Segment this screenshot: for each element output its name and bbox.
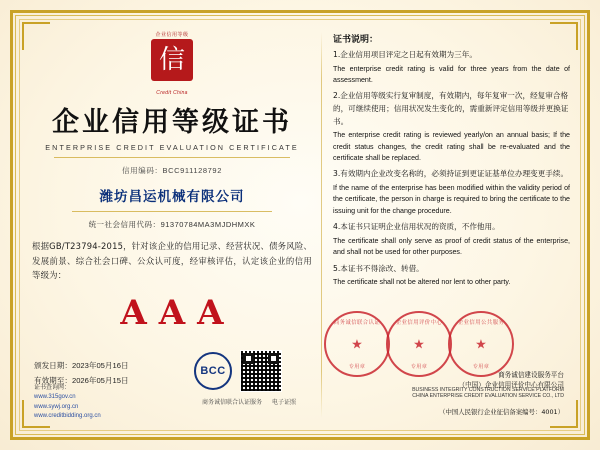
bcc-badge-icon: BCC xyxy=(194,352,232,390)
issue-date-label: 颁发日期： xyxy=(34,361,72,371)
company-name: 潍坊昌运机械有限公司 xyxy=(99,189,245,205)
certificate-number-label: 信用编码： xyxy=(122,166,163,175)
issue-date-row xyxy=(34,359,129,373)
assessment-paragraph: 根据GB/T23794-2015，针对该企业的信用记录、经营状况、债务风险、发展前景、综合社会口碑、公众认可度，经审核评估，认定该企业的信用等级为： xyxy=(32,241,312,281)
qr-caption-left: 商务诚信联合认证服务 xyxy=(202,400,263,406)
verification-url-2[interactable]: www.sywj.org.cn xyxy=(34,403,79,410)
issue-date-value: 2023年05月16日 xyxy=(71,361,129,371)
qr-code[interactable] xyxy=(240,350,282,392)
credit-logo xyxy=(32,32,312,94)
credit-seal-icon: 信 xyxy=(151,39,193,81)
company-divider xyxy=(72,211,272,212)
star-icon: ★ xyxy=(475,336,487,352)
credit-logo-badge xyxy=(139,32,205,94)
page-title-english: ENTERPRISE CREDIT EVALUATION CERTIFICATE xyxy=(45,143,299,152)
seal-credit-evaluation xyxy=(386,311,452,377)
page-title: 企业信用等级证书 xyxy=(52,107,292,138)
note-3-en: If the name of the enterprise has been modified within the validity period of the certificate, the person in charge is required to bring the certificate to the issuing unit for the change procedure. xyxy=(333,184,570,215)
logo-top-label: 企业信用等级 xyxy=(155,32,189,38)
note-1-en: The enterprise credit rating is valid for three years from the date of assessment. xyxy=(333,64,570,84)
logo-sub-label: Credit China xyxy=(156,90,188,96)
expiry-date-label: 有效期至： xyxy=(34,375,72,385)
certificate-content xyxy=(26,26,574,424)
uscc-value: 91370784MA3MJDHMXK xyxy=(160,220,256,229)
note-2-cn: 2.企业信用等级实行复审制度，有效期内，每年复审一次，经复审合格的，可继续使用；信用状况发生变化的，需重新评定信用等级并更换证书。 xyxy=(333,91,569,126)
verification-url-1[interactable]: www.315gov.cn xyxy=(34,394,76,401)
seal-2-top-text: 企业信用评价中心 xyxy=(395,320,443,326)
verification-url-3[interactable]: www.creditbidding.org.cn xyxy=(34,413,101,420)
issuer-names-english xyxy=(314,387,564,401)
seal-3-top-text: 企业信用公共服务 xyxy=(457,320,505,326)
seal-public-service xyxy=(448,311,514,377)
qr-caption-right: 电子证照 xyxy=(272,400,297,406)
seal-2-bottom-text: 专用章 xyxy=(410,364,428,370)
note-2-en: The enterprise credit rating is reviewed yearly/on an annual basis; If the credit status changes, the credit rating shall be re-evaluated and the certificate shall be replaced. xyxy=(333,131,570,162)
issuer-line-1: 商务诚信建设服务平台 xyxy=(498,370,564,379)
seal-1-bottom-text: 专用章 xyxy=(348,364,366,370)
note-3-cn: 3.有效期内企业改变名称的，必须持证到更证证基单位办理变更手续。 xyxy=(333,169,569,179)
note-4-en: The certificate shall only serve as proof of credit status of the enterprise, and shall not be used for other purposes. xyxy=(333,236,570,257)
uscc-label: 统一社会信用代码： xyxy=(88,220,161,229)
note-5-cn: 5.本证书不得涂改、转借。 xyxy=(333,263,424,273)
credit-grade: AAA xyxy=(120,293,236,334)
unified-social-credit-code xyxy=(32,219,312,230)
note-5-en: The certificate shall not be altered nor lent to other party. xyxy=(333,278,511,287)
certificate-main-panel xyxy=(26,26,318,424)
note-1-cn: 1.企业信用项目评定之日起有效期为三年。 xyxy=(333,50,477,59)
verification-urls xyxy=(34,384,101,422)
certificate-number-value: BCC911128792 xyxy=(162,166,222,175)
certificate-number xyxy=(32,165,312,176)
star-icon: ★ xyxy=(413,336,425,352)
note-4-cn: 4.本证书只证明企业信用状况的资质，不作他用。 xyxy=(333,222,500,232)
seal-1-top-text: 商务诚信联合认证 xyxy=(333,320,381,326)
issuer-line-2: （中国）企业信用评价中心有限公司 xyxy=(458,380,564,389)
seal-area xyxy=(314,311,564,416)
issuer-bank-record: （中国人民银行企业征信备案编号：4001） xyxy=(439,408,564,416)
expiry-date-value: 2026年05月15日 xyxy=(71,375,129,385)
issuer-en-1: BUSINESS INTEGRITY CONSTRUCTION SERVICE PLATFORM xyxy=(412,386,564,393)
seal-business-integrity xyxy=(324,311,390,377)
certificate-notes-panel xyxy=(327,26,574,424)
notes-heading: 证书说明： xyxy=(333,35,379,45)
issuer-en-2: CHINA ENTERPRISE CREDIT EVALUATION SERVICE CO., LTD xyxy=(412,393,564,400)
verification-url-label xyxy=(34,384,101,394)
title-divider xyxy=(54,157,290,158)
star-icon: ★ xyxy=(351,336,363,352)
seal-3-bottom-text: 专用章 xyxy=(472,364,490,370)
bcc-badge xyxy=(194,352,232,390)
query-site-label: 证书查询网： xyxy=(34,384,71,391)
